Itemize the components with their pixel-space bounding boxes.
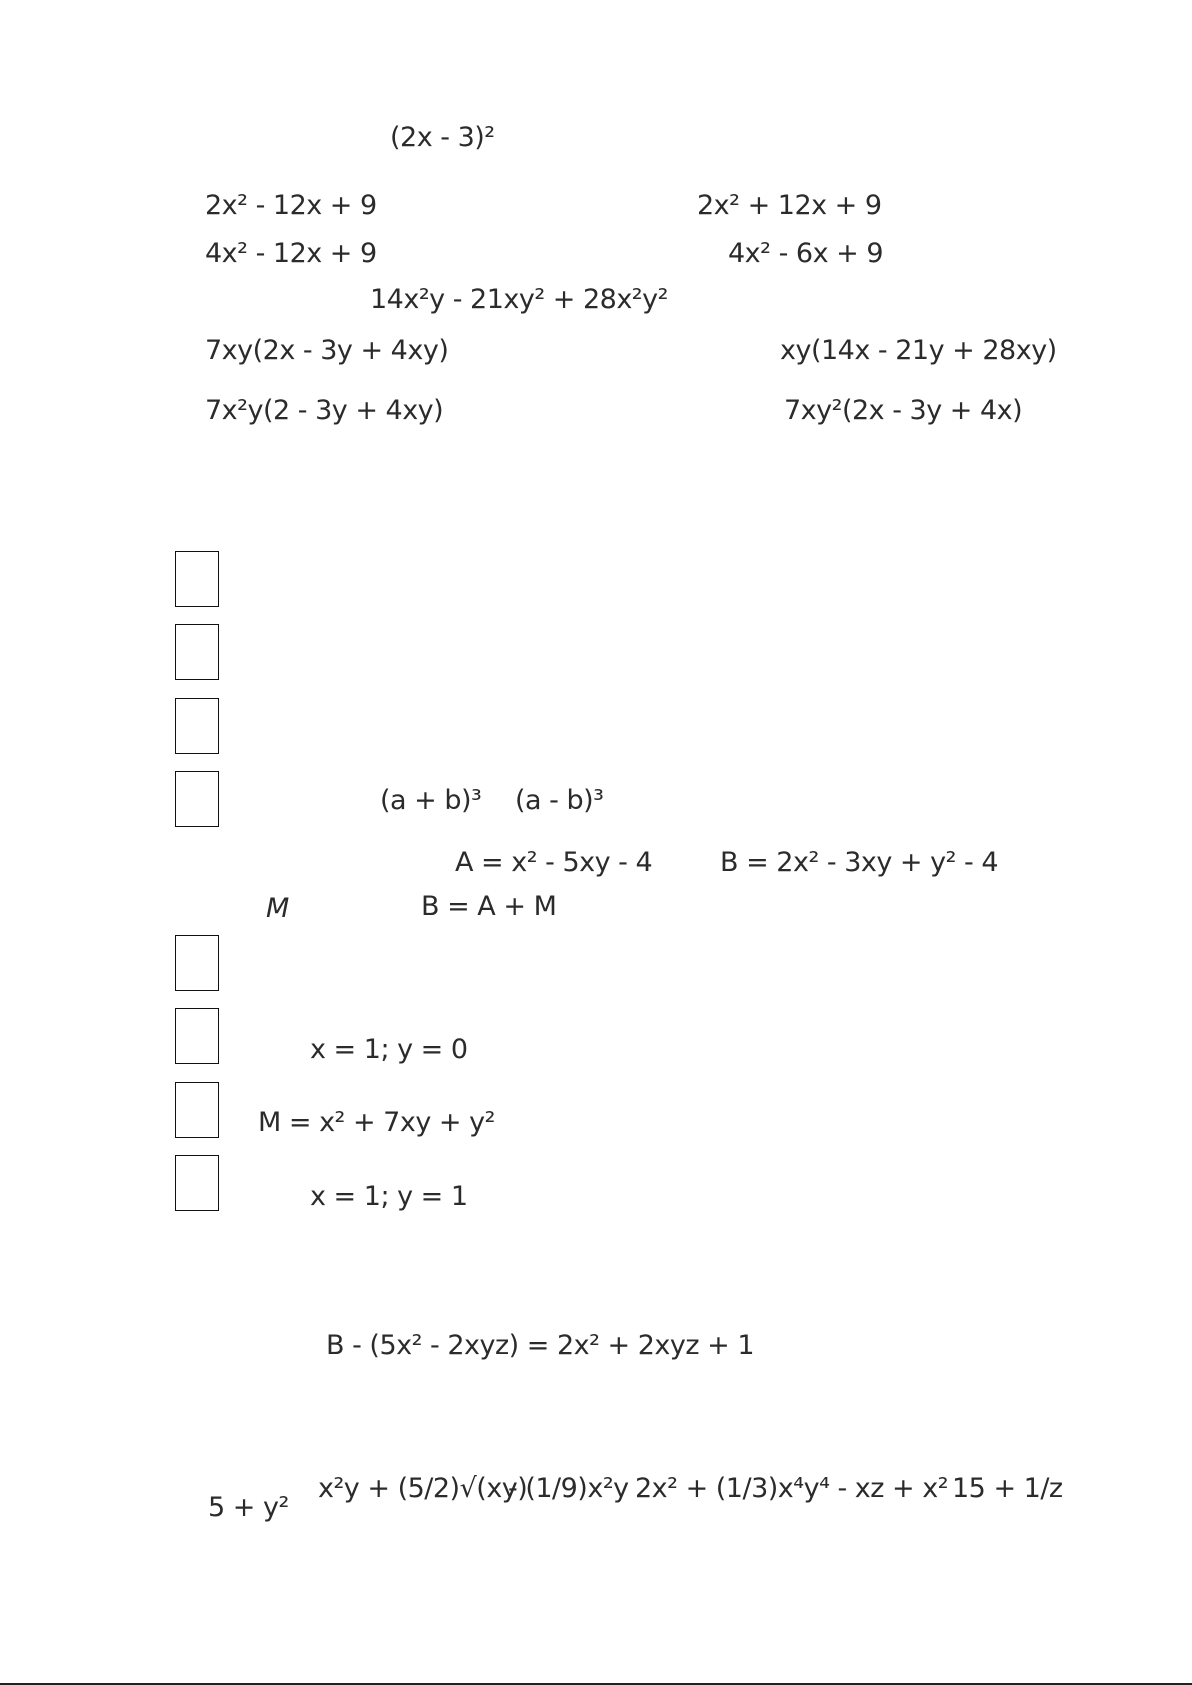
polynomial-m-label: M [266, 893, 289, 924]
option-a: 2x² - 12x + 9 [205, 190, 377, 221]
answer-checkbox[interactable] [175, 1155, 219, 1211]
expression-3: - (1/9)x²y [508, 1473, 629, 1504]
relation: B = A + M [421, 891, 557, 922]
factor-expression: 14x²y - 21xy² + 28x²y² [370, 284, 668, 315]
expression-1: 5 + y² [208, 1492, 289, 1523]
answer-checkbox[interactable] [175, 1008, 219, 1064]
expression-4: 2x² + (1/3)x⁴y⁴ - xz + x² [635, 1473, 949, 1504]
point-two: x = 1; y = 1 [310, 1181, 468, 1212]
cube-sum: (a + b)³ [380, 785, 482, 816]
expression-2: x²y + (5/2)√(xy) [318, 1473, 528, 1504]
answer-checkbox[interactable] [175, 624, 219, 680]
option-c: 4x² - 12x + 9 [205, 238, 377, 269]
find-b-equation: B - (5x² - 2xyz) = 2x² + 2xyz + 1 [326, 1330, 755, 1361]
answer-checkbox[interactable] [175, 698, 219, 754]
answer-checkbox[interactable] [175, 771, 219, 827]
answer-checkbox[interactable] [175, 1082, 219, 1138]
answer-checkbox[interactable] [175, 935, 219, 991]
polynomial-m: M = x² + 7xy + y² [258, 1107, 495, 1138]
polynomial-a: A = x² - 5xy - 4 [455, 847, 653, 878]
option-b: xy(14x - 21y + 28xy) [780, 335, 1057, 366]
option-b: 2x² + 12x + 9 [697, 190, 882, 221]
option-d: 4x² - 6x + 9 [728, 238, 884, 269]
option-d: 7xy²(2x - 3y + 4x) [784, 395, 1023, 426]
cube-diff: (a - b)³ [515, 785, 604, 816]
answer-checkbox[interactable] [175, 551, 219, 607]
point-one: x = 1; y = 0 [310, 1034, 468, 1065]
expression-5: 15 + 1/z [952, 1473, 1063, 1504]
polynomial-b: B = 2x² - 3xy + y² - 4 [720, 847, 999, 878]
option-c: 7x²y(2 - 3y + 4xy) [205, 395, 444, 426]
square-expression: (2x - 3)² [390, 122, 495, 153]
option-a: 7xy(2x - 3y + 4xy) [205, 335, 449, 366]
